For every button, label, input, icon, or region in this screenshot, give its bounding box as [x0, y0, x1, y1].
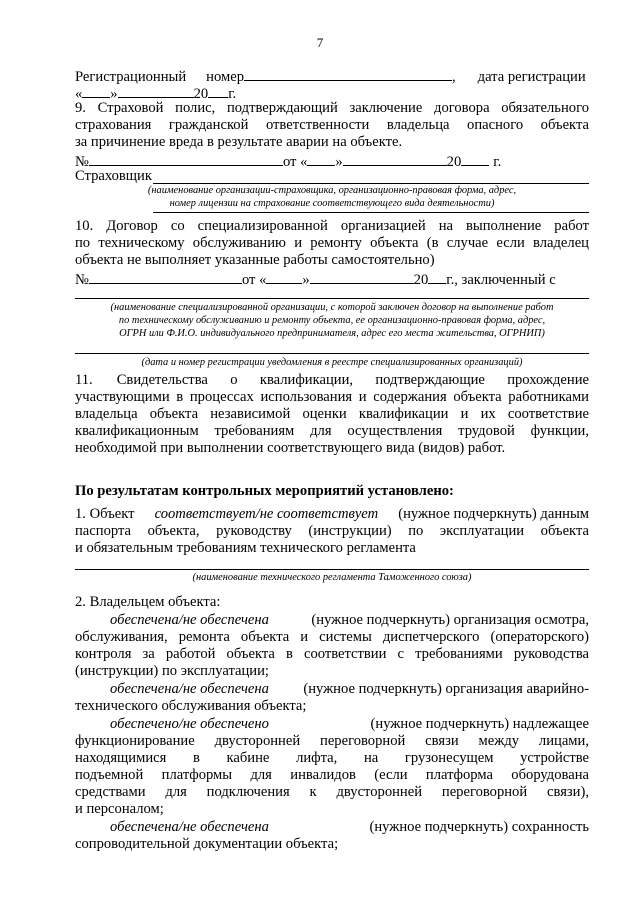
results-heading: По результатам контрольных мероприятий установлено: [75, 483, 454, 499]
results-p1-line-1: 1. Объект соответствует/не соответствует (нужное подчеркнуть) данным [75, 506, 589, 522]
results-p1-line-2: паспорта объекта, руководству (инструкции) по эксплуатации объекта [75, 523, 589, 539]
s10-line-3: объекта не выполняет указанные работы самостоятельно) [75, 252, 435, 268]
registration-number-field[interactable] [244, 66, 452, 81]
item-a-line-1: обеспечена/не обеспечена (нужное подчеркнуть) организация осмотра, [110, 612, 589, 628]
registry-notice-field[interactable] [75, 353, 589, 354]
s10-caption-1: (наименование специализированной организации, с которой заключен договор на выполнение работ [110, 302, 554, 313]
item-b-line-1: обеспечена/не обеспечена (нужное подчеркнуть) организация аварийно- [110, 681, 589, 697]
registration-date-line: « » 20 г. [75, 83, 589, 103]
s10-line-2: по техническому обслуживанию и ремонту объекта (в случае если владелец [75, 235, 589, 251]
item-a-line-4: (инструкции) по эксплуатации; [75, 663, 269, 679]
s10-caption-2: по техническому обслуживанию и ремонту объекта, ее организационно-правовая форма, адрес, [118, 315, 546, 326]
policy-month-field[interactable] [343, 151, 447, 166]
s11-line-5: необходимой при выполнении соответствующего вида (видов) работ. [75, 440, 506, 456]
registration-day-field[interactable] [82, 83, 110, 98]
item-c-line-1: обеспечено/не обеспечено (нужное подчеркнуть) надлежащее [110, 716, 589, 732]
s9-line-2: страхования гражданской ответственности владельца опасного объекта [75, 117, 589, 133]
item-d-line-1: обеспечена/не обеспечена (нужное подчеркнуть) сохранность [110, 819, 589, 835]
contract-year-field[interactable] [428, 269, 446, 284]
s9-caption-2: номер лицензии на страхование соответствующего вида деятельности) [169, 198, 495, 209]
page-number: 7 [316, 35, 324, 50]
item-c-line-2: функционирование двусторонней переговорной связи между лицами, [75, 733, 589, 749]
s10-caption-3: ОГРН или Ф.И.О. индивидуального предпринимателя, адрес его места жительства, ОГРНИП) [119, 328, 545, 339]
results-p1-caption: (наименование технического регламента Таможенного союза) [192, 572, 472, 583]
insurer-line: Страховщик [75, 168, 152, 184]
contract-number-field[interactable] [89, 269, 242, 284]
s9-line-1: 9. Страховой полис, подтверждающий заключение договора обязательного [75, 100, 589, 116]
item-c-line-3: находящимися в кабине лифта, на грузонесущем устройстве [75, 750, 589, 766]
item-a-line-3: контроля за работой объекта в соответствии с требованиями руководства [75, 646, 589, 662]
results-p2-line-1: 2. Владельцем объекта: [75, 594, 221, 610]
s11-line-4: квалификационным требованиям для осуществления трудовой функции, [75, 423, 589, 439]
insurer-field[interactable] [153, 183, 589, 184]
s9-line-3: за причинение вреда в результате аварии на объекте. [75, 134, 403, 150]
item-c-line-6: и персоналом; [75, 801, 164, 817]
contract-month-field[interactable] [310, 269, 414, 284]
s11-line-3: владельца объекта независимой оценки квалификации и их соответствие [75, 406, 589, 422]
s11-line-1: 11. Свидетельства о квалификации, подтверждающие прохождение [75, 372, 589, 388]
item-a-line-2: обслуживания, ремонта объекта и системы диспетчерского (операторского) [75, 629, 589, 645]
s9-policy-line: № от « » 20 г. [75, 151, 589, 171]
policy-year-field[interactable] [461, 151, 489, 166]
item-c-line-5: средствами для подключения к двусторонней переговорной связи), [75, 784, 589, 800]
s11-line-2: участвующими в процессах использования и содержания объекта работниками [75, 389, 589, 405]
registration-month-field[interactable] [118, 83, 194, 98]
contractor-field[interactable] [75, 298, 589, 299]
results-p1-line-3: и обязательным требованиям технического регламента [75, 540, 416, 556]
tech-regulation-field[interactable] [75, 569, 589, 570]
registration-line: Регистрационный номер , дата регистрации [75, 66, 589, 86]
item-d-line-2: сопроводительной документации объекта; [75, 836, 339, 852]
policy-day-field[interactable] [307, 151, 335, 166]
policy-number-field[interactable] [89, 151, 283, 166]
s9-caption-rule [153, 212, 589, 213]
item-c-line-4: подъемной платформы для инвалидов (если платформа оборудована [75, 767, 589, 783]
item-b-line-2: технического обслуживания объекта; [75, 698, 307, 714]
s10-caption-4: (дата и номер регистрации уведомления в реестре специализированных организаций) [141, 357, 523, 368]
s10-contract-line: № от « » 20 г., заключенный с [75, 269, 589, 289]
s10-line-1: 10. Договор со специализированной организацией на выполнение работ [75, 218, 589, 234]
contract-day-field[interactable] [266, 269, 302, 284]
s9-caption-1: (наименование организации-страховщика, организационно-правовая форма, адрес, [147, 185, 517, 196]
registration-year-field[interactable] [208, 83, 228, 98]
